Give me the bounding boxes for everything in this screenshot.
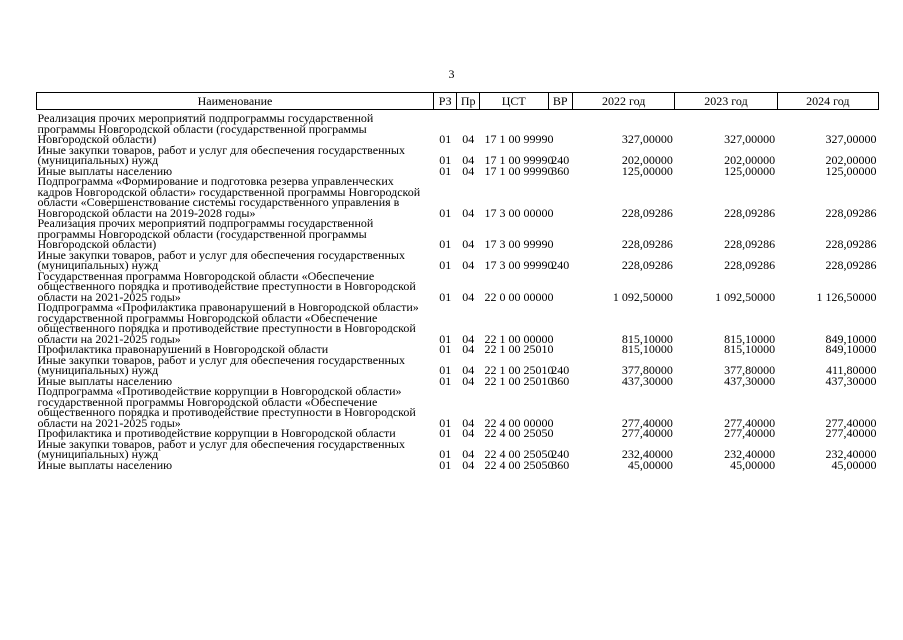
cell-name: Иные закупки товаров, работ и услуг для обеспечения государственных (муниципальных) нужд [37,247,405,272]
table-row [37,176,879,218]
cell-pr: 04 [462,132,475,146]
cell-pr: 04 [462,457,475,472]
cell-rz: 01 [439,258,452,272]
cell-2023: 277,40000 [724,415,776,430]
cell-2023: 202,00000 [724,153,776,167]
cell-vr: 360 [551,373,570,388]
table-row [37,250,879,271]
cell-name: Подпрограмма «Противодействие коррупции в Новгородской области» государственной программы Новгородской области «Обеспечение общественного порядка и противодействие преступности в Новгородской области на 2021-2025 годы» [37,384,416,430]
cell-vr: 360 [551,163,570,178]
cell-pr: 04 [462,237,475,251]
cell-2022: 377,80000 [621,363,673,377]
cell-2022: 1 092,50000 [612,289,673,304]
cell-cst: 22 1 00 25010 [484,342,554,356]
cell-pr: 04 [462,447,475,461]
page-number: 3 [448,67,455,81]
cell-pr: 04 [462,426,475,440]
cell-vr: 360 [551,457,570,472]
cell-name: Подпрограмма «Профилактика правонарушений в Новгородской области» государственной программы Новгородской области «Обеспечение общественного порядка и противодействие преступности в Новгородской области на 2021-2025 годы» [37,300,419,346]
header-rz: РЗ [433,93,457,110]
table-row [37,355,879,376]
cell-2023: 228,09286 [724,205,776,220]
cell-2024: 849,10000 [825,331,877,346]
cell-2022: 277,40000 [621,415,673,430]
table-row [37,386,879,428]
cell-2022: 45,00000 [627,457,673,472]
header-cst: ЦСТ [479,93,548,110]
cell-name: Профилактика правонарушений в Новгородской области [37,342,329,356]
cell-pr: 04 [462,342,475,356]
cell-2024: 849,10000 [825,342,877,356]
cell-2024: 1 126,50000 [816,289,877,304]
cell-2024: 327,00000 [825,132,877,146]
cell-rz: 01 [439,331,452,346]
cell-2022: 125,00000 [621,163,673,178]
cell-2024: 202,00000 [825,153,877,167]
cell-2023: 815,10000 [724,342,776,356]
cell-name: Иные выплаты населению [37,457,173,472]
cell-name: Иные закупки товаров, работ и услуг для обеспечения государственных (муниципальных) нужд [37,436,405,461]
cell-pr: 04 [462,163,475,178]
cell-2022: 437,30000 [621,373,673,388]
cell-pr: 04 [462,289,475,304]
cell-pr: 04 [462,373,475,388]
cell-cst: 22 0 00 00000 [484,289,554,304]
cell-2024: 228,09286 [825,237,877,251]
cell-rz: 01 [439,457,452,472]
cell-name: Реализация прочих мероприятий подпрограммы государственной программы Новгородской области (государственной программы Новгородской области) [37,111,374,146]
cell-2022: 327,00000 [621,132,673,146]
cell-pr: 04 [462,258,475,272]
cell-2023: 377,80000 [724,363,776,377]
cell-name: Иные закупки товаров, работ и услуг для обеспечения государственных (муниципальных) нужд [37,352,405,377]
table-row [37,145,879,166]
cell-cst: 17 1 00 99990 [484,132,554,146]
cell-vr: 240 [551,153,570,167]
cell-name: Профилактика и противодействие коррупции в Новгородской области [37,426,396,440]
cell-2022: 228,09286 [621,205,673,220]
cell-cst: 17 3 00 00000 [484,205,554,220]
cell-pr: 04 [462,153,475,167]
cell-name: Подпрограмма «Формирование и подготовка резерва управленческих кадров Новгородской области» государственной программы Новгородской области «Совершенствование системы государственного управления в Новгородской области на 2019-2028 годы» [37,174,421,220]
header-name: Наименование [37,93,434,110]
cell-name: Реализация прочих мероприятий подпрограммы государственной программы Новгородской области (государственной программы Новгородской области) [37,216,374,251]
cell-2023: 327,00000 [724,132,776,146]
cell-name: Иные выплаты населению [37,373,173,388]
cell-name: Иные закупки товаров, работ и услуг для обеспечения государственных (муниципальных) нужд [37,142,405,167]
table-row [37,460,879,471]
cell-cst: 22 1 00 25010 [484,363,554,377]
cell-name: Иные выплаты населению [37,163,173,178]
cell-2022: 228,09286 [621,237,673,251]
cell-2022: 202,00000 [621,153,673,167]
cell-2024: 232,40000 [825,447,877,461]
header-vr: ВР [548,93,573,110]
cell-rz: 01 [439,205,452,220]
cell-2022: 815,10000 [621,331,673,346]
cell-pr: 04 [462,331,475,346]
cell-vr: 240 [551,258,570,272]
cell-cst: 22 4 00 25050 [484,447,554,461]
cell-rz: 01 [439,426,452,440]
cell-2023: 45,00000 [730,457,776,472]
cell-2022: 815,10000 [621,342,673,356]
header-pr: Пр [457,93,480,110]
budget-table [36,92,879,470]
cell-2023: 815,10000 [724,331,776,346]
cell-2024: 437,30000 [825,373,877,388]
cell-rz: 01 [439,342,452,356]
header-2024: 2024 год [777,93,878,110]
cell-2024: 228,09286 [825,258,877,272]
cell-cst: 17 3 00 99990 [484,237,554,251]
cell-vr: 240 [551,363,570,377]
cell-cst: 22 4 00 25050 [484,457,554,472]
table-row [37,271,879,303]
cell-2023: 1 092,50000 [715,289,776,304]
cell-2022: 228,09286 [621,258,673,272]
table-row [37,439,879,460]
table-row [37,110,879,145]
cell-cst: 17 3 00 99990 [484,258,554,272]
cell-cst: 17 1 00 99990 [484,153,554,167]
cell-2024: 277,40000 [825,426,877,440]
table-header-row [37,93,879,110]
cell-rz: 01 [439,447,452,461]
cell-cst: 22 4 00 25050 [484,426,554,440]
cell-cst: 22 4 00 00000 [484,415,554,430]
cell-name: Государственная программа Новгородской области «Обеспечение общественного порядка и противодействие преступности в Новгородской области на 2021-2025 годы» [37,268,416,304]
cell-2023: 228,09286 [724,258,776,272]
cell-rz: 01 [439,363,452,377]
table-row [37,218,879,250]
cell-2023: 232,40000 [724,447,776,461]
cell-pr: 04 [462,415,475,430]
cell-2024: 125,00000 [825,163,877,178]
cell-2022: 277,40000 [621,426,673,440]
header-2022: 2022 год [573,93,675,110]
cell-2024: 45,00000 [831,457,877,472]
cell-rz: 01 [439,153,452,167]
cell-2023: 277,40000 [724,426,776,440]
table-body [37,110,879,471]
cell-2023: 125,00000 [724,163,776,178]
cell-pr: 04 [462,205,475,220]
cell-cst: 22 1 00 00000 [484,331,554,346]
cell-2023: 228,09286 [724,237,776,251]
table-row [37,302,879,344]
cell-cst: 17 1 00 99990 [484,163,554,178]
cell-2024: 411,80000 [825,363,877,377]
cell-vr: 240 [551,447,570,461]
cell-pr: 04 [462,363,475,377]
cell-2024: 228,09286 [825,205,877,220]
cell-2023: 437,30000 [724,373,776,388]
cell-2022: 232,40000 [621,447,673,461]
cell-rz: 01 [439,373,452,388]
cell-rz: 01 [439,415,452,430]
cell-rz: 01 [439,132,452,146]
cell-2024: 277,40000 [825,415,877,430]
cell-rz: 01 [439,163,452,178]
cell-cst: 22 1 00 25010 [484,373,554,388]
cell-rz: 01 [439,289,452,304]
header-2023: 2023 год [675,93,777,110]
cell-rz: 01 [439,237,452,251]
